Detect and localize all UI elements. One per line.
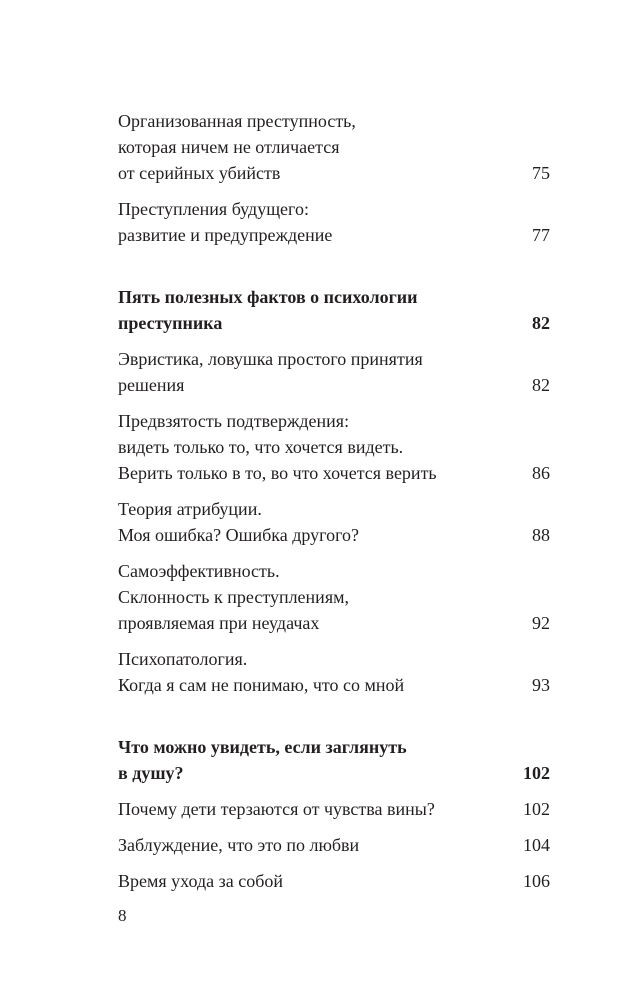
toc-entry	[118, 408, 550, 486]
toc-entry-page-number: 92	[532, 613, 550, 633]
toc-entry-title	[118, 196, 532, 248]
toc-entry-title	[118, 408, 532, 486]
toc-entry-page-number: 104	[523, 835, 550, 855]
toc-entry	[118, 558, 550, 636]
toc-entry	[118, 646, 550, 698]
toc-entry	[118, 108, 550, 186]
toc-entry-page-number: 77	[532, 225, 550, 245]
toc-entry-page-number: 86	[532, 463, 550, 483]
toc-entry-title-line: Время ухода за собой	[118, 871, 283, 891]
toc-entry-title-line: в душу?	[118, 763, 184, 783]
toc-entry-title-line: Почему дети терзаются от чувства вины?	[118, 799, 435, 819]
toc-entry-title-line: Психопатология.	[118, 649, 248, 669]
toc-entry-title-line: Эвристика, ловушка простого принятия	[118, 349, 423, 369]
toc-entry-title	[118, 646, 532, 698]
toc-entry-title-line: Преступления будущего:	[118, 199, 309, 219]
toc-entry-title-line: Верить только в то, во что хочется верить	[118, 463, 437, 483]
toc-entry-title-line: проявляемая при неудачах	[118, 613, 320, 633]
toc-entry-title-line: Организованная преступность,	[118, 111, 356, 131]
toc-entry-title	[118, 558, 532, 636]
toc-entry	[118, 868, 550, 894]
table-of-contents	[118, 108, 550, 894]
toc-entry-title	[118, 832, 523, 858]
toc-entry-title-line: Предвзятость подтверждения:	[118, 411, 350, 431]
toc-entry-title-line: видеть только то, что хочется видеть.	[118, 437, 404, 457]
toc-entry-title-line: преступника	[118, 313, 223, 333]
toc-entry-title-line: Самоэффективность.	[118, 561, 280, 581]
toc-entry-title	[118, 796, 523, 822]
toc-entry-title-line: Что можно увидеть, если заглянуть	[118, 737, 407, 757]
toc-entry-page-number: 88	[532, 525, 550, 545]
toc-entry-page-number: 93	[532, 675, 550, 695]
toc-entry-page-number: 82	[532, 313, 550, 333]
toc-entry-title-line: которая ничем не отличается	[118, 137, 340, 157]
toc-entry-title	[118, 868, 523, 894]
toc-entry-title-line: от серийных убийств	[118, 163, 281, 183]
toc-entry	[118, 196, 550, 248]
toc-entry-title	[118, 346, 532, 398]
toc-entry-title	[118, 284, 532, 336]
toc-entry-page-number: 102	[523, 763, 550, 783]
toc-entry-title	[118, 734, 523, 786]
toc-entry-title-line: решения	[118, 375, 185, 395]
toc-entry-title-line: Склонность к преступлениям,	[118, 587, 349, 607]
toc-entry-title	[118, 496, 532, 548]
toc-entry	[118, 346, 550, 398]
toc-entry-title	[118, 108, 532, 186]
page-number: 8	[118, 906, 127, 925]
toc-entry-title-line: Пять полезных фактов о психологии	[118, 287, 418, 307]
toc-entry-title-line: развитие и предупреждение	[118, 225, 333, 245]
toc-entry-title-line: Моя ошибка? Ошибка другого?	[118, 525, 359, 545]
toc-entry-page-number: 102	[523, 799, 550, 819]
toc-entry-page-number: 82	[532, 375, 550, 395]
toc-entry-title-line: Когда я сам не понимаю, что со мной	[118, 675, 405, 695]
toc-chapter-entry	[118, 734, 550, 786]
toc-entry-title-line: Теория атрибуции.	[118, 499, 262, 519]
toc-entry-title-line: Заблуждение, что это по любви	[118, 835, 360, 855]
toc-entry-page-number: 106	[523, 871, 550, 891]
toc-entry	[118, 796, 550, 822]
toc-entry	[118, 832, 550, 858]
toc-chapter-entry	[118, 284, 550, 336]
toc-entry-page-number: 75	[532, 163, 550, 183]
toc-entry	[118, 496, 550, 548]
